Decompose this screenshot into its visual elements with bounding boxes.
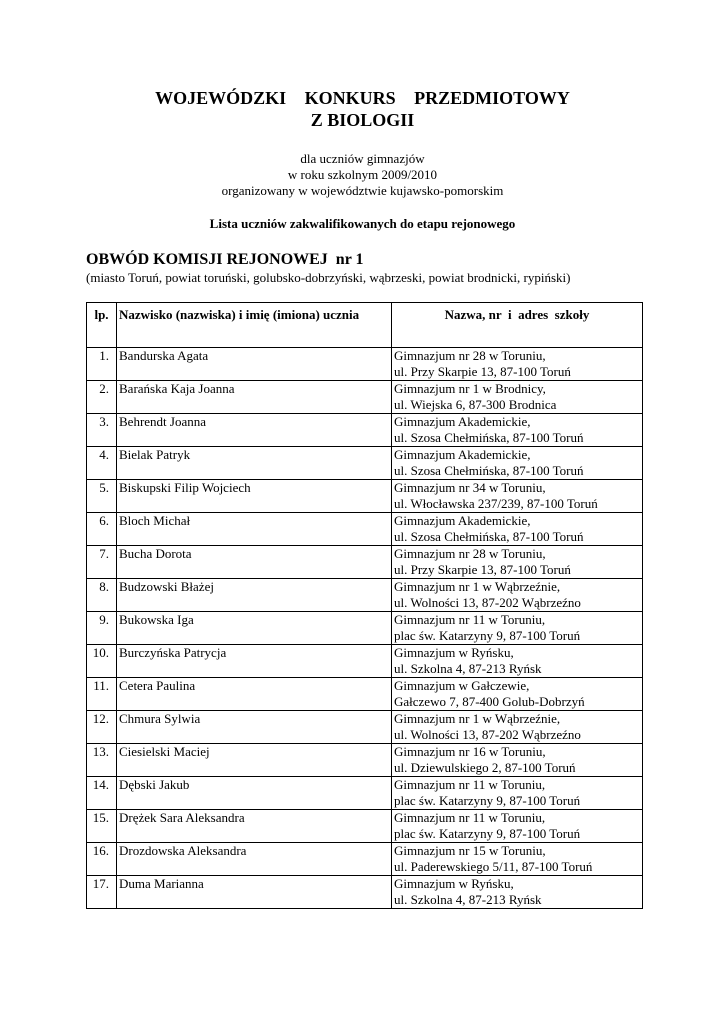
column-header-lp: lp. bbox=[87, 303, 117, 348]
school-cell bbox=[392, 678, 643, 711]
table-row bbox=[87, 480, 643, 513]
student-name: Bielak Patryk bbox=[117, 447, 392, 480]
table-row bbox=[87, 678, 643, 711]
school-name: Gimnazjum Akademickie, bbox=[394, 447, 531, 462]
student-name: Dębski Jakub bbox=[117, 777, 392, 810]
column-header-name: Nazwisko (nazwiska) i imię (imiona) ucznia bbox=[117, 303, 392, 348]
school-address: ul. Szosa Chełmińska, 87-100 Toruń bbox=[394, 430, 584, 445]
school-address: ul. Włocławska 237/239, 87-100 Toruń bbox=[394, 496, 598, 511]
school-cell bbox=[392, 876, 643, 909]
school-address: ul. Dziewulskiego 2, 87-100 Toruń bbox=[394, 760, 576, 775]
row-number: 13. bbox=[87, 744, 117, 777]
school-cell bbox=[392, 546, 643, 579]
school-cell bbox=[392, 447, 643, 480]
table-header-row bbox=[87, 303, 643, 348]
table-row bbox=[87, 381, 643, 414]
student-name: Bucha Dorota bbox=[117, 546, 392, 579]
school-address: ul. Wolności 13, 87-202 Wąbrzeźno bbox=[394, 727, 581, 742]
row-number: 15. bbox=[87, 810, 117, 843]
school-name: Gimnazjum w Ryńsku, bbox=[394, 876, 514, 891]
table-row bbox=[87, 579, 643, 612]
school-name: Gimnazjum nr 1 w Brodnicy, bbox=[394, 381, 546, 396]
row-number: 9. bbox=[87, 612, 117, 645]
school-address: ul. Paderewskiego 5/11, 87-100 Toruń bbox=[394, 859, 593, 874]
school-name: Gimnazjum Akademickie, bbox=[394, 414, 531, 429]
student-name: Drężek Sara Aleksandra bbox=[117, 810, 392, 843]
school-cell bbox=[392, 579, 643, 612]
student-name: Budzowski Błażej bbox=[117, 579, 392, 612]
school-name: Gimnazjum Akademickie, bbox=[394, 513, 531, 528]
table-row bbox=[87, 777, 643, 810]
school-name: Gimnazjum nr 1 w Wąbrzeźnie, bbox=[394, 711, 561, 726]
school-name: Gimnazjum nr 28 w Toruniu, bbox=[394, 546, 546, 561]
table-row bbox=[87, 546, 643, 579]
school-name: Gimnazjum w Gałczewie, bbox=[394, 678, 530, 693]
school-cell bbox=[392, 414, 643, 447]
table-row bbox=[87, 645, 643, 678]
school-address: plac św. Katarzyny 9, 87-100 Toruń bbox=[394, 793, 581, 808]
school-address: ul. Wolności 13, 87-202 Wąbrzeźno bbox=[394, 595, 581, 610]
school-name: Gimnazjum nr 11 w Toruniu, bbox=[394, 612, 546, 627]
school-cell bbox=[392, 381, 643, 414]
document-title-line1: WOJEWÓDZKI KONKURS PRZEDMIOTOWY bbox=[155, 88, 570, 108]
student-name: Ciesielski Maciej bbox=[117, 744, 392, 777]
row-number: 3. bbox=[87, 414, 117, 447]
row-number: 7. bbox=[87, 546, 117, 579]
list-heading: Lista uczniów zakwalifikowanych do etapu rejonowego bbox=[209, 216, 516, 231]
school-name: Gimnazjum nr 28 w Toruniu, bbox=[394, 348, 546, 363]
row-number: 17. bbox=[87, 876, 117, 909]
school-name: Gimnazjum nr 34 w Toruniu, bbox=[394, 480, 546, 495]
school-cell bbox=[392, 777, 643, 810]
school-name: Gimnazjum nr 15 w Toruniu, bbox=[394, 843, 546, 858]
student-name: Barańska Kaja Joanna bbox=[117, 381, 392, 414]
school-address: Gałczewo 7, 87-400 Golub-Dobrzyń bbox=[394, 694, 585, 709]
school-cell bbox=[392, 744, 643, 777]
school-cell bbox=[392, 843, 643, 876]
student-name: Duma Marianna bbox=[117, 876, 392, 909]
document-title-line2: Z BIOLOGII bbox=[310, 110, 415, 130]
table-row bbox=[87, 612, 643, 645]
table-row bbox=[87, 414, 643, 447]
row-number: 12. bbox=[87, 711, 117, 744]
school-address: ul. Szkolna 4, 87-213 Ryńsk bbox=[394, 661, 542, 676]
row-number: 5. bbox=[87, 480, 117, 513]
row-number: 2. bbox=[87, 381, 117, 414]
table-row bbox=[87, 447, 643, 480]
table-row bbox=[87, 711, 643, 744]
subtitle-line1: dla uczniów gimnazjów bbox=[300, 151, 425, 166]
school-cell bbox=[392, 612, 643, 645]
subtitle-line2: w roku szkolnym 2009/2010 bbox=[287, 167, 438, 182]
table-row bbox=[87, 843, 643, 876]
table-row bbox=[87, 513, 643, 546]
student-name: Behrendt Joanna bbox=[117, 414, 392, 447]
row-number: 1. bbox=[87, 348, 117, 381]
table-row bbox=[87, 876, 643, 909]
school-address: plac św. Katarzyny 9, 87-100 Toruń bbox=[394, 628, 581, 643]
student-name: Drozdowska Aleksandra bbox=[117, 843, 392, 876]
school-cell bbox=[392, 810, 643, 843]
school-cell bbox=[392, 348, 643, 381]
district-heading: OBWÓD KOMISJI REJONOWEJ nr 1 bbox=[86, 251, 364, 268]
school-address: ul. Przy Skarpie 13, 87-100 Toruń bbox=[394, 562, 571, 577]
column-header-school: Nazwa, nr i adres szkoły bbox=[392, 303, 643, 348]
school-address: plac św. Katarzyny 9, 87-100 Toruń bbox=[394, 826, 581, 841]
district-area: (miasto Toruń, powiat toruński, golubsko-dobrzyński, wąbrzeski, powiat brodnicki, rypiński) bbox=[86, 270, 571, 285]
student-name: Bandurska Agata bbox=[117, 348, 392, 381]
school-cell bbox=[392, 480, 643, 513]
school-address: ul. Wiejska 6, 87-300 Brodnica bbox=[394, 397, 557, 412]
subtitle-line3: organizowany w województwie kujawsko-pomorskim bbox=[221, 183, 504, 198]
student-name: Biskupski Filip Wojciech bbox=[117, 480, 392, 513]
school-cell bbox=[392, 711, 643, 744]
row-number: 6. bbox=[87, 513, 117, 546]
student-name: Bloch Michał bbox=[117, 513, 392, 546]
school-cell bbox=[392, 645, 643, 678]
school-address: ul. Szosa Chełmińska, 87-100 Toruń bbox=[394, 529, 584, 544]
student-name: Burczyńska Patrycja bbox=[117, 645, 392, 678]
row-number: 10. bbox=[87, 645, 117, 678]
school-address: ul. Przy Skarpie 13, 87-100 Toruń bbox=[394, 364, 571, 379]
table-row bbox=[87, 348, 643, 381]
school-cell bbox=[392, 513, 643, 546]
row-number: 14. bbox=[87, 777, 117, 810]
row-number: 16. bbox=[87, 843, 117, 876]
table-row bbox=[87, 810, 643, 843]
school-name: Gimnazjum nr 11 w Toruniu, bbox=[394, 810, 546, 825]
school-name: Gimnazjum nr 16 w Toruniu, bbox=[394, 744, 546, 759]
row-number: 11. bbox=[87, 678, 117, 711]
school-name: Gimnazjum nr 1 w Wąbrzeźnie, bbox=[394, 579, 561, 594]
school-address: ul. Szkolna 4, 87-213 Ryńsk bbox=[394, 892, 542, 907]
school-name: Gimnazjum w Ryńsku, bbox=[394, 645, 514, 660]
student-name: Cetera Paulina bbox=[117, 678, 392, 711]
table-row bbox=[87, 744, 643, 777]
school-address: ul. Szosa Chełmińska, 87-100 Toruń bbox=[394, 463, 584, 478]
student-name: Bukowska Iga bbox=[117, 612, 392, 645]
student-name: Chmura Sylwia bbox=[117, 711, 392, 744]
school-name: Gimnazjum nr 11 w Toruniu, bbox=[394, 777, 546, 792]
row-number: 4. bbox=[87, 447, 117, 480]
row-number: 8. bbox=[87, 579, 117, 612]
students-table bbox=[86, 302, 643, 909]
